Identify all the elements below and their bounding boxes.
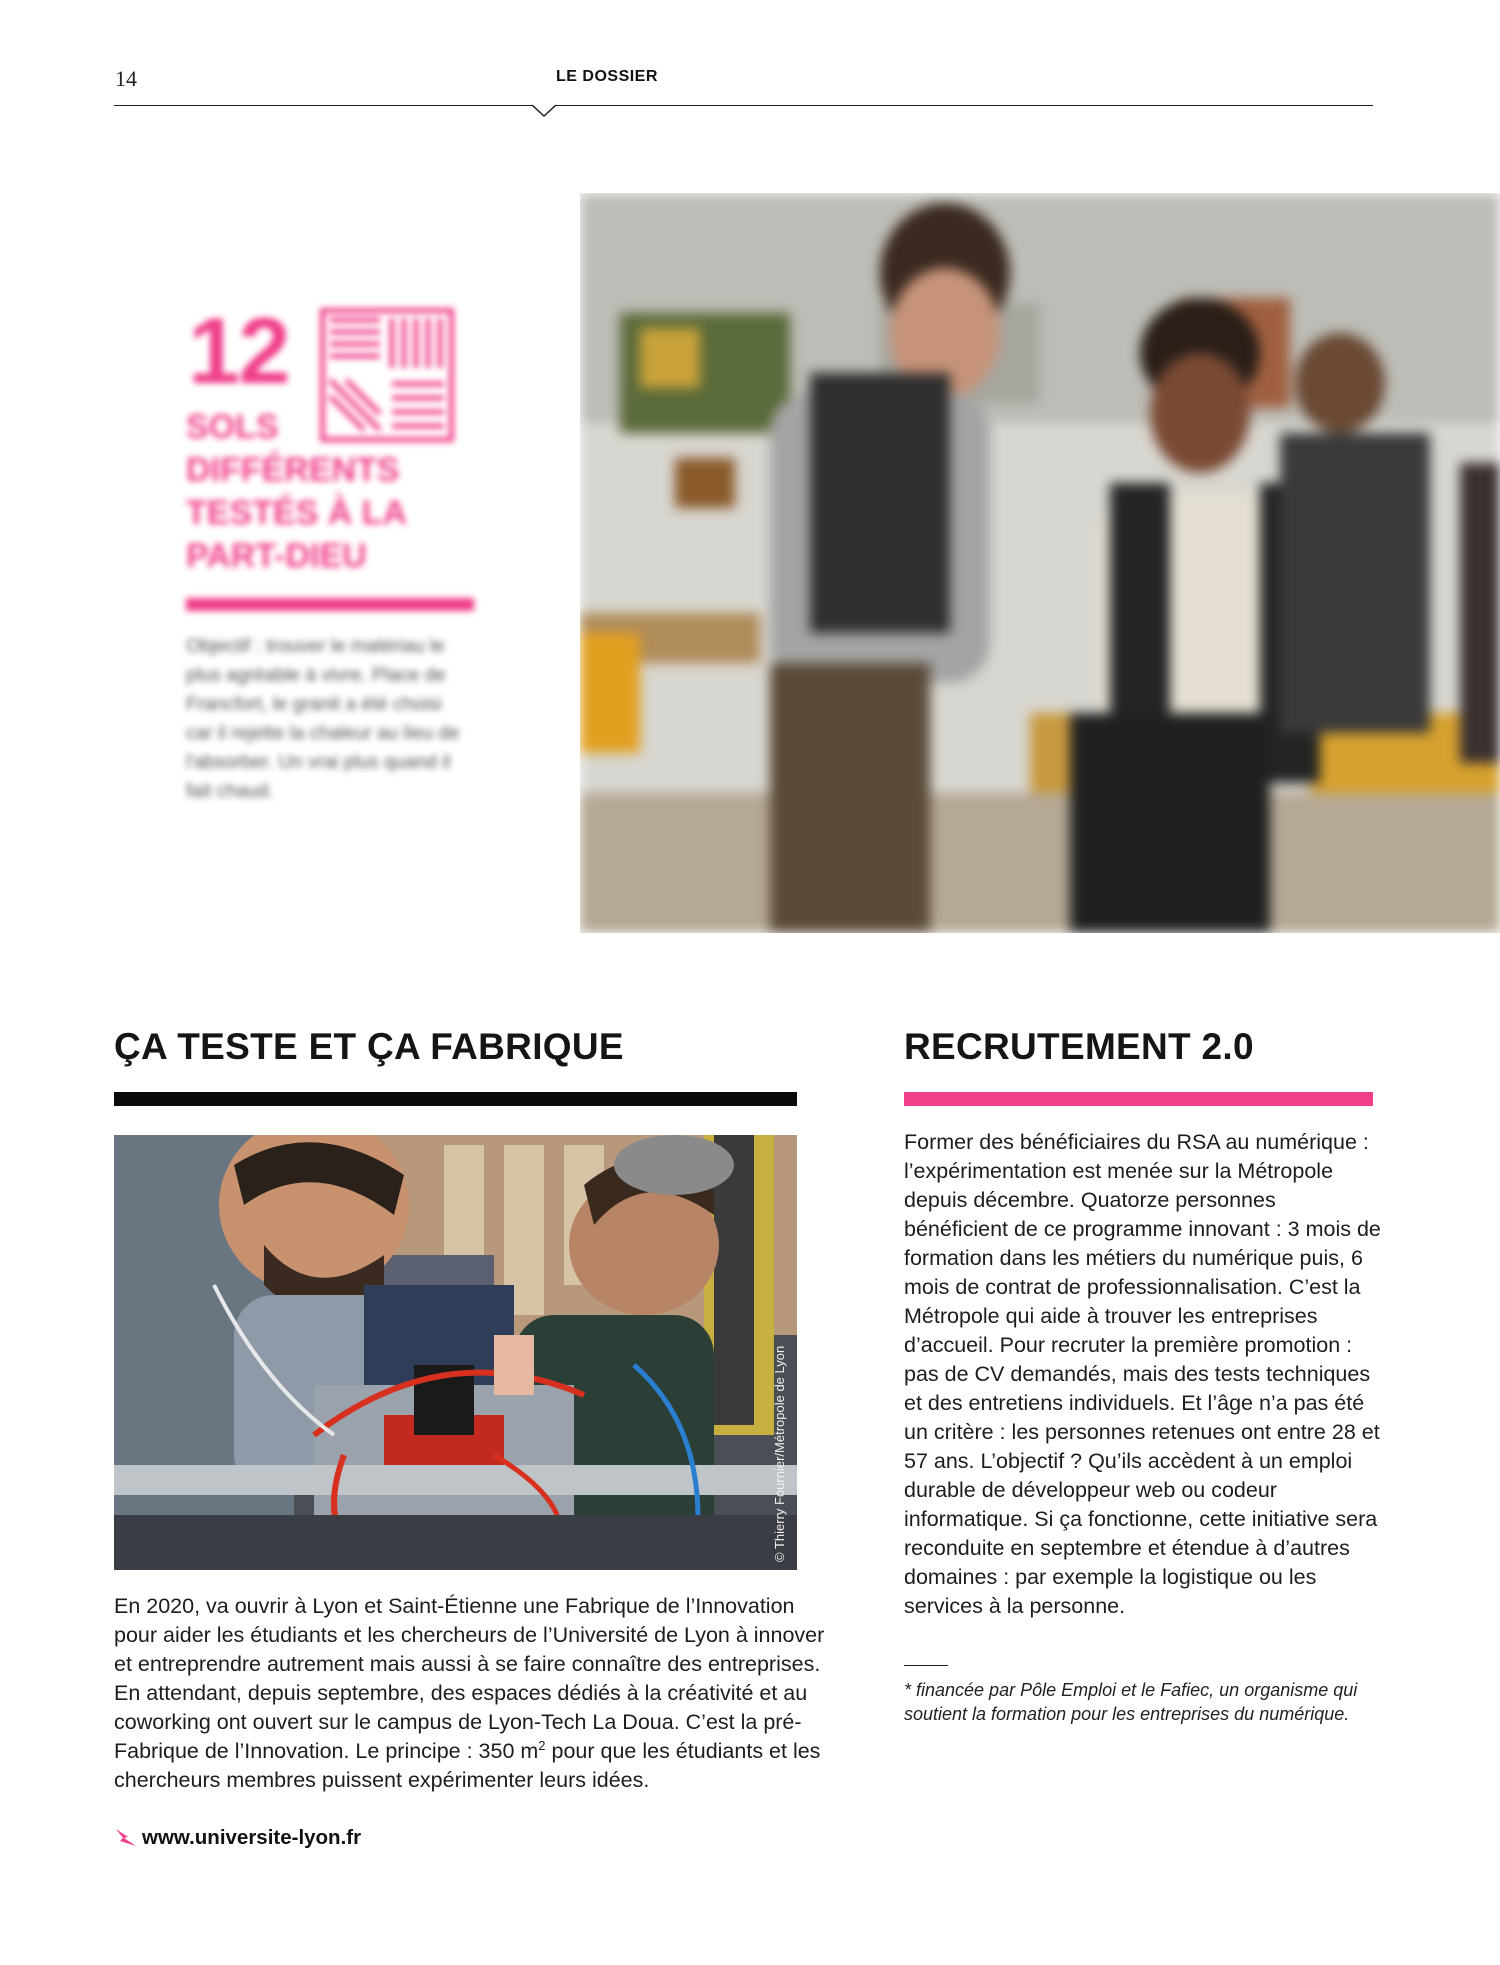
- heading-rule-right: [904, 1092, 1373, 1106]
- heading-rule-left: [114, 1092, 797, 1106]
- article-heading-right: RECRUTEMENT 2.0: [904, 1026, 1254, 1067]
- university-link[interactable]: [114, 1826, 361, 1850]
- section-label: LE DOSSIER: [556, 68, 658, 85]
- article-body-right: Former des bénéficiaires du RSA au numérique : l’expérimentation est menée sur la Métropole depuis décembre. Quatorze personnes bénéficient de ce programme innovant : 3 mois de formation dans les métiers du numérique puis, 6 mois de contrat de professionnalisation. C’est la Métropole qui aide à trouver les entreprises d’accueil. Pour recruter la première promotion : pas de CV demandés, mais des tests techniques et des entretiens individuels. Et l’âge n’a pas été un critère : les personnes retenues ont entre 28 et 57 ans. L’objectif ? Qu’ils accèdent à un emploi durable de développeur web ou codeur informatique. Si ça fonctionne, cette initiative sera reconduite en septembre et étendue à d’autres domaines : par exemple la logistique ou les services à la personne.: [904, 1130, 1381, 1618]
- pink-arrow-icon: [114, 1827, 138, 1847]
- article-body-left-part1: En 2020, va ouvrir à Lyon et Saint-Étienne une Fabrique de l’Innovation pour aider les étudiants et les chercheurs de l’Université de Lyon à innover et entreprendre autrement mais aussi à se faire connaître des entreprises. En attendant, depuis septembre, des espaces dédiés à la créativité et au coworking ont ouvert sur le campus de Lyon-Tech La Doua. C’est la pré-Fabrique de l’Innovation. Le principe : 350 m: [114, 1594, 825, 1763]
- photo-credit: © Thierry Fournier/Métropole de Lyon: [772, 1345, 787, 1562]
- article-heading-left: ÇA TESTE ET ÇA FABRIQUE: [114, 1026, 624, 1067]
- page-number: 14: [115, 66, 137, 91]
- stat-accent-bar: [186, 598, 474, 611]
- superscript-2: 2: [538, 1737, 546, 1753]
- stat-caption: SOLS DIFFÉRENTS TESTÉS À LA PART-DIEU: [186, 408, 406, 575]
- footnote: * financée par Pôle Emploi et le Fafiec, un organisme qui soutient la formation pour les entreprises du numérique.: [904, 1680, 1358, 1724]
- stat-number: 12: [188, 298, 289, 403]
- stat-description: Objectif : trouver le matériau le plus agréable à vivre. Place de Francfort, le granit a été choisi car il rejette la chaleur au lieu de l'absorber. Un vrai plus quand il fait chaud.: [186, 636, 460, 802]
- workshop-photo: [114, 1135, 797, 1570]
- article-body-left-part2: pour que les étudiants et les chercheurs membres puissent expérimenter leurs idées.: [114, 1739, 821, 1792]
- footnote-rule: [904, 1665, 948, 1666]
- chevron-down-icon: [532, 104, 556, 118]
- stat-block: [180, 300, 480, 860]
- header-rule: [114, 105, 1373, 106]
- university-link-text[interactable]: www.universite-lyon.fr: [142, 1826, 362, 1849]
- classroom-photo: [580, 193, 1500, 933]
- article-body-left: [114, 1592, 826, 1795]
